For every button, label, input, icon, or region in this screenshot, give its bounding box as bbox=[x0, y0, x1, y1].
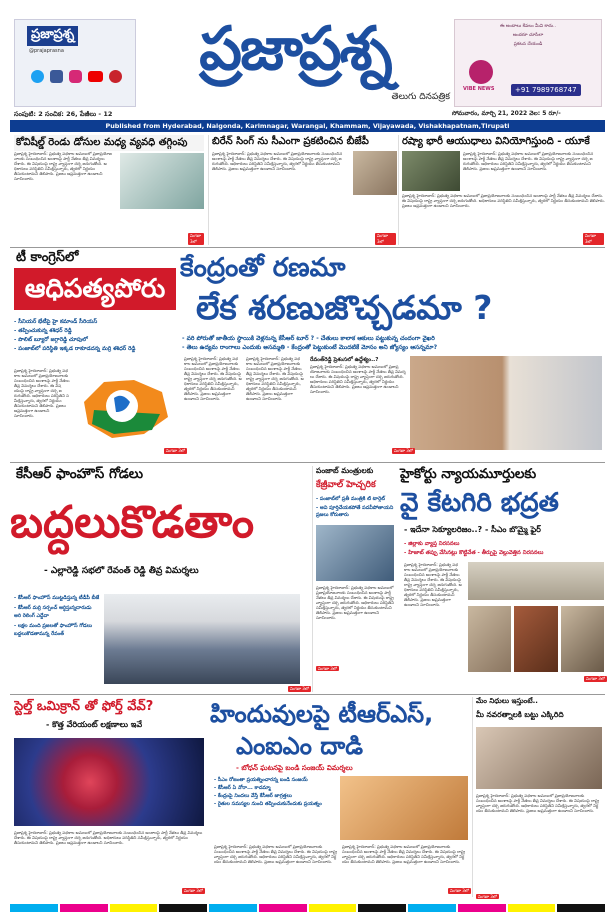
center-text-1: ప్రజాప్రశ్న హైదరాబాద్: ప్రభుత్వ పథకాల అమలులో ప్రజాప్రయోజనాలకు సంబంధించిన అంశాలపై పార్టీ నేతలు తీవ్ర విమర్శలు చేశారు. ఈ విషయంపై రాష్ట్ర వ్యాప్తంగా చర్చ జరుగుతోంది. అధికారులు పరిస్థితిని సమీక్షిస్తున్నారు, త్వరలో నిర్ణయం తీసుకుంటామని తెలిపారు. ప్రజలు అప్రమత్తంగా ఉండాలని సూచించారు. bbox=[184, 356, 242, 401]
leader-photo bbox=[476, 727, 602, 789]
story-headline: రష్యా భారీ ఆయుధాలు వినియోగిస్తుంది - యూకే bbox=[402, 136, 590, 147]
ad-brand: VIBE NEWS bbox=[463, 86, 495, 92]
vibe-logo-icon bbox=[469, 60, 493, 84]
bullet: - కేంద్రంపై నిందలు వేస్తే కేసీఆర్ జాగ్రత్తలు bbox=[214, 793, 292, 799]
bullet: - వరి పోరుతో జాతీయ స్థాయికి వెళ్లనున్న కేసీఆర్ టూర్ ? - చేతులు కాలాక ఆకులు పట్టుకున్న చందంగా వైఖరి bbox=[182, 335, 435, 342]
bullet: - అవి పూర్తిచేయకపోతే పదవీపోతాయని ప్రజలు కోరుతారు bbox=[316, 505, 394, 518]
ad-line-1: ఈ అందాలు కేవలం మీవి కాదు.. bbox=[500, 24, 556, 29]
story-headline: కోవిషీల్డ్ రెండు డోసుల మధ్య వ్యవధి తగ్గింపు bbox=[14, 135, 204, 151]
telangana-map-icon bbox=[74, 372, 174, 442]
bullet: - తప్పించుకున్న శశిధర్ రెడ్డి bbox=[14, 328, 72, 334]
bandi-sanjay-photo bbox=[340, 776, 468, 840]
judges-text: ప్రజాప్రశ్న హైదరాబాద్: ప్రభుత్వ పథకాల అమలులో ప్రజాప్రయోజనాలకు సంబంధించిన అంశాలపై పార్టీ నేతలు తీవ్ర విమర్శలు చేశారు. ఈ విషయంపై రాష్ట్ర వ్యాప్తంగా చర్చ జరుగుతోంది. అధికారులు పరిస్థితిని సమీక్షిస్తున్నారు, త్వరలో నిర్ణయం తీసుకుంటామని తెలిపారు. ప్రజలు అప్రమత్తంగా ఉండాలని సూచించారు. bbox=[404, 562, 462, 607]
more-link[interactable]: మిగతా 3లో bbox=[318, 666, 337, 671]
ad-line-3: ప్రకటన చేయండి bbox=[513, 42, 543, 47]
farmhouse-sub: - ఎల్లారెడ్డి సభలో రేవంత్ రెడ్డి తీవ్ర విమర్శలు bbox=[44, 566, 199, 576]
center-line-1: కేంద్రంతో రణమా bbox=[180, 253, 346, 283]
story-text: ప్రజాప్రశ్న హైదరాబాద్: ప్రభుత్వ పథకాల అమలులో ప్రజాప్రయోజనాలకు సంబంధించిన అంశాలపై పార్టీ నేతలు తీవ్ర విమర్శలు చేశారు. ఈ విషయంపై రాష్ట్ర వ్యాప్తంగా చర్చ జరుగుతోంది. అధికారులు పరిస్థితిని సమీక్షిస్తున్నారు, త్వరలో నిర్ణయం తీసుకుంటామని తెలిపారు. ప్రజలు అప్రమత్తంగా ఉండాలని సూచించారు. bbox=[212, 151, 343, 171]
vaccine-photo bbox=[120, 153, 204, 209]
facebook-icon[interactable] bbox=[50, 70, 63, 83]
story-text-2: ప్రజాప్రశ్న హైదరాబాద్: ప్రభుత్వ పథకాల అమలులో ప్రజాప్రయోజనాలకు సంబంధించిన అంశాలపై పార్టీ నేతలు తీవ్ర విమర్శలు చేశారు. ఈ విషయంపై రాష్ట్ర వ్యాప్తంగా చర్చ జరుగుతోంది. అధికారులు పరిస్థితిని సమీక్షిస్తున్నారు, త్వరలో నిర్ణయం తీసుకుంటామని తెలిపారు. ప్రజలు అప్రమత్తంగా ఉండాలని సూచించారు. bbox=[402, 193, 605, 208]
judges-photos bbox=[468, 606, 604, 672]
bullet: - సీఎం రోజంతా ప్రయత్నించారన్న బండి సంజయ్ bbox=[214, 777, 308, 783]
congress-map-graphic bbox=[74, 372, 174, 442]
punjab-kicker: పంజాబ్ మంత్రులకు bbox=[316, 466, 374, 475]
twitter-icon[interactable] bbox=[31, 70, 44, 83]
judge-photo bbox=[514, 606, 557, 672]
judges-bullets bbox=[404, 540, 604, 558]
story-russia[interactable] bbox=[398, 135, 604, 245]
more-link[interactable]: మిగతా 3లో bbox=[166, 448, 185, 453]
hindus-bullets bbox=[214, 776, 334, 808]
brand-box bbox=[14, 19, 136, 107]
divider bbox=[10, 462, 605, 463]
hindus-line-1: హిందువులపై టీఆర్ఎస్, bbox=[210, 700, 434, 728]
story-headline: బిరేన్ సింగ్ ను సీఎంగా ప్రకటించిన బీజేపీ bbox=[212, 136, 369, 147]
bullet: - కేసీఆర్ ఏ నోరా... కాదమ్మా bbox=[214, 785, 271, 791]
bullet: - కేసీఆర్ ఫాంహౌస్ ముట్టడిస్తున్న టీడీపీ బీజే bbox=[14, 595, 100, 601]
more-link[interactable]: మిగతా 3లో bbox=[290, 686, 309, 691]
hindus-sub: - బోధన్ ఘటనపై బండి సంజయ్ విమర్శలు bbox=[236, 764, 353, 772]
more-link[interactable]: మిగతా 3లో bbox=[478, 894, 497, 899]
judges-kicker: హైకోర్టు న్యాయమూర్తులకు bbox=[400, 466, 537, 482]
punjab-headline: కేజ్రీవాల్ హెచ్చరిక bbox=[316, 480, 376, 490]
rules-kicker: మేం నిధులు ఇస్తుంటే.. bbox=[476, 697, 538, 705]
hindus-text-1: ప్రజాప్రశ్న హైదరాబాద్: ప్రభుత్వ పథకాల అమలులో ప్రజాప్రయోజనాలకు సంబంధించిన అంశాలపై పార్టీ నేతలు తీవ్ర విమర్శలు చేశారు. ఈ విషయంపై రాష్ట్ర వ్యాప్తంగా చర్చ జరుగుతోంది. అధికారులు పరిస్థితిని సమీక్షిస్తున్నారు, త్వరలో నిర్ణయం తీసుకుంటామని తెలిపారు. ప్రజలు అప్రమత్తంగా ఉండాలని సూచించారు. bbox=[214, 844, 338, 864]
biren-singh-photo bbox=[353, 151, 397, 195]
published-bar: Published from Hyderabad, Nalgonda, Karimnagar, Warangal, Khammam, Vijayawada, Vishakhapatnam,Tirupati bbox=[10, 120, 605, 132]
bullet: - తెలు ఉద్యమ రాంగాలు ఎందుకు అసమ్మతి - కేంద్రంతో పెట్టుకుంటే మొదటికే మోసం అని జ్యోస్యం ఆసన్నమా? bbox=[182, 344, 438, 351]
bullet: - హిజాబ్ తప్పు వేసినట్లు కొట్టివేత - తీర్పుపై వెల్లువెత్తిన నిరసనలు bbox=[404, 550, 544, 556]
more-link[interactable]: మిగతా 3లో bbox=[583, 233, 604, 245]
social-icons bbox=[31, 70, 135, 83]
masthead-title: ప్రజాప్రశ్న bbox=[199, 14, 391, 84]
omicron-headline: స్టెల్త్ ఒమిక్రాన్ తో ఫోర్త్ వేవ్? bbox=[14, 699, 154, 714]
ad-contact[interactable]: +91 7989768747 bbox=[511, 84, 581, 96]
farmhouse-kicker: కేసీఆర్ ఫాంహౌస్ గోడలు bbox=[16, 466, 144, 482]
more-link[interactable]: మిగతా 3లో bbox=[394, 448, 413, 453]
judges-sub: - ఇదేనా సెక్యూలరిజం..? - సీఎం బొమ్మై ఫైర్ bbox=[404, 525, 541, 534]
more-link[interactable]: మిగతా 3లో bbox=[375, 233, 396, 245]
modi-kcr-photo bbox=[410, 356, 602, 450]
bullet: - లక్షల మంది ప్రజలతో ఫాంహౌస్ గోడలు బద్దలుకొడతామన్న రేవంత్ bbox=[14, 623, 92, 637]
issue-info: సంపుటి: 2 సంచిక: 26, పేజీలు - 12 bbox=[14, 110, 113, 118]
rules-headline: మీ నవరత్నాలకి బట్టు ఎక్కిరిది bbox=[476, 710, 564, 719]
revanth-rally-photo bbox=[104, 594, 300, 684]
bullet: - సీనియర్ భేటీపై హై కమాండ్ సీరియస్ bbox=[14, 319, 98, 325]
farmhouse-headline: బద్దలుకొడతాం bbox=[10, 497, 255, 548]
pinterest-icon[interactable] bbox=[109, 70, 122, 83]
masthead-tagline: తెలుగు దినపత్రిక bbox=[391, 92, 450, 102]
issue-date: సోమవారం, మార్చి 21, 2022 వెల: 5 రూ/- bbox=[452, 110, 561, 117]
judges-headline: వై కేటగిరి భద్రత bbox=[400, 488, 559, 518]
bullet: - కేసీఆర్ మర్రి సర్పంచ్ ఆర్ధిస్తున్నదారుడు అరి రెలింగ్ ఎద్దేవా bbox=[14, 605, 92, 619]
omicron-text: ప్రజాప్రశ్న హైదరాబాద్: ప్రభుత్వ పథకాల అమలులో ప్రజాప్రయోజనాలకు సంబంధించిన అంశాలపై పార్టీ నేతలు తీవ్ర విమర్శలు చేశారు. ఈ విషయంపై రాష్ట్ర వ్యాప్తంగా చర్చ జరుగుతోంది. అధికారులు పరిస్థితిని సమీక్షిస్తున్నారు, త్వరలో నిర్ణయం తీసుకుంటామని తెలిపారు. ప్రజలు అప్రమత్తంగా ఉండాలని సూచించారు. bbox=[14, 830, 203, 845]
punjab-text: ప్రజాప్రశ్న హైదరాబాద్: ప్రభుత్వ పథకాల అమలులో ప్రజాప్రయోజనాలకు సంబంధించిన అంశాలపై పార్టీ నేతలు తీవ్ర విమర్శలు చేశారు. ఈ విషయంపై రాష్ట్ర వ్యాప్తంగా చర్చ జరుగుతోంది. అధికారులు పరిస్థితిని సమీక్షిస్తున్నారు, త్వరలో నిర్ణయం తీసుకుంటామని తెలిపారు. ప్రజలు అప్రమత్తంగా ఉండాలని సూచించారు. bbox=[316, 585, 394, 620]
registration-marks bbox=[10, 904, 605, 912]
center-bullets bbox=[182, 334, 602, 352]
brand-handle: @prajaprasna bbox=[29, 48, 64, 54]
judge-photo bbox=[561, 606, 604, 672]
bullet: - పంజాబ్‌లో పరిస్థితి ఇక్కడ రాకూడదన్న మర్రి శశిధర్ రెడ్డి bbox=[14, 346, 136, 352]
punjab-section bbox=[312, 466, 394, 692]
hindus-line-2: ఎంఐఎం దాడి bbox=[236, 732, 363, 760]
instagram-icon[interactable] bbox=[69, 70, 82, 83]
more-link[interactable]: మిగతా 3లో bbox=[586, 676, 605, 681]
center-subhead: రేవంత్‌రెడ్డి ప్రెశంసలో ఉద్దేశ్యం..? bbox=[310, 357, 379, 363]
bullet: - పంజాబ్‌లో ప్రతీ మంత్రికి టి టార్గెట్ bbox=[316, 496, 385, 502]
story-text: ప్రజాప్రశ్న హైదరాబాద్: ప్రభుత్వ పథకాల అమలులో ప్రజాప్రయోజనాలకు సంబంధించిన అంశాలపై పార్టీ నేతలు తీవ్ర విమర్శలు చేశారు. ఈ విషయంపై రాష్ట్ర వ్యాప్తంగా చర్చ జరుగుతోంది. అధికారులు పరిస్థితిని సమీక్షిస్తున్నారు, త్వరలో నిర్ణయం తీసుకుంటామని తెలిపారు. ప్రజలు అప్రమత్తంగా ఉండాలని సూచించారు. bbox=[463, 151, 594, 171]
brand-small-logo: ప్రజాప్రశ్న bbox=[27, 26, 78, 46]
story-covishield[interactable] bbox=[14, 135, 204, 245]
hindus-text-2: ప్రజాప్రశ్న హైదరాబాద్: ప్రభుత్వ పథకాల అమలులో ప్రజాప్రయోజనాలకు సంబంధించిన అంశాలపై పార్టీ నేతలు తీవ్ర విమర్శలు చేశారు. ఈ విషయంపై రాష్ట్ర వ్యాప్తంగా చర్చ జరుగుతోంది. అధికారులు పరిస్థితిని సమీక్షిస్తున్నారు, త్వరలో నిర్ణయం తీసుకుంటామని తెలిపారు. ప్రజలు అప్రమత్తంగా ఉండాలని సూచించారు. bbox=[342, 844, 466, 864]
center-text-3: ప్రజాప్రశ్న హైదరాబాద్: ప్రభుత్వ పథకాల అమలులో ప్రజాప్రయోజనాలకు సంబంధించిన అంశాలపై పార్టీ నేతలు తీవ్ర విమర్శలు చేశారు. ఈ విషయంపై రాష్ట్ర వ్యాప్తంగా చర్చ జరుగుతోంది. అధికారులు పరిస్థితిని సమీక్షిస్తున్నారు, త్వరలో నిర్ణయం తీసుకుంటామని తెలిపారు. ప్రజలు అప్రమత్తంగా ఉండాలని సూచించారు. bbox=[310, 364, 406, 394]
more-link[interactable]: మిగతా 3లో bbox=[188, 233, 204, 245]
bullet: - పొలిట్ బ్యూరో జగ్గారెడ్డి చూపులో bbox=[14, 337, 88, 343]
story-biren-singh[interactable] bbox=[208, 135, 396, 245]
more-link[interactable]: మిగతా 3లో bbox=[184, 888, 203, 893]
high-court-photo bbox=[468, 562, 604, 600]
kejriwal-photo bbox=[316, 525, 394, 581]
farmhouse-bullets bbox=[14, 594, 100, 638]
more-link[interactable]: మిగతా 3లో bbox=[450, 888, 469, 893]
bullet: - రైతుల సమస్యల నుంచి తప్పించుకునేందుకు ప్రయత్నం bbox=[214, 801, 322, 807]
congress-text: ప్రజాప్రశ్న హైదరాబాద్: ప్రభుత్వ పథకాల అమలులో ప్రజాప్రయోజనాలకు సంబంధించిన అంశాలపై పార్టీ నేతలు తీవ్ర విమర్శలు చేశారు. ఈ విషయంపై రాష్ట్ర వ్యాప్తంగా చర్చ జరుగుతోంది. అధికారులు పరిస్థితిని సమీక్షిస్తున్నారు, త్వరలో నిర్ణయం తీసుకుంటామని తెలిపారు. ప్రజలు అప్రమత్తంగా ఉండాలని సూచించారు. bbox=[14, 368, 70, 418]
congress-kicker: టీ కాంగ్రెస్‌లో bbox=[16, 250, 79, 265]
ad-line-2: అందరూ చూసేలా bbox=[512, 33, 544, 38]
story-text: ప్రజాప్రశ్న హైదరాబాద్: ప్రభుత్వ పథకాల అమలులో ప్రజాప్రయోజనాలకు సంబంధించిన అంశాలపై పార్టీ నేతలు తీవ్ర విమర్శలు చేశారు. ఈ విషయంపై రాష్ట్ర వ్యాప్తంగా చర్చ జరుగుతోంది. అధికారులు పరిస్థితిని సమీక్షిస్తున్నారు, త్వరలో నిర్ణయం తీసుకుంటామని తెలిపారు. ప్రజలు అప్రమత్తంగా ఉండాలని సూచించారు. bbox=[14, 151, 112, 181]
divider bbox=[10, 694, 605, 695]
russia-photo bbox=[402, 151, 460, 191]
rules-section bbox=[472, 697, 604, 897]
congress-bullets bbox=[14, 318, 184, 354]
congress-headline: ఆధిపత్యపోరు bbox=[14, 268, 176, 310]
header-ad[interactable] bbox=[454, 19, 602, 107]
bullet: - జిల్లాకు వ్యాప్త నిరసనలు bbox=[404, 541, 460, 547]
rules-text: ప్రజాప్రశ్న హైదరాబాద్: ప్రభుత్వ పథకాల అమలులో ప్రజాప్రయోజనాలకు సంబంధించిన అంశాలపై పార్టీ నేతలు తీవ్ర విమర్శలు చేశారు. ఈ విషయంపై రాష్ట్ర వ్యాప్తంగా చర్చ జరుగుతోంది. అధికారులు పరిస్థితిని సమీక్షిస్తున్నారు, త్వరలో నిర్ణయం తీసుకుంటామని తెలిపారు. ప్రజలు అప్రమత్తంగా ఉండాలని సూచించారు. bbox=[476, 793, 600, 813]
omicron-sub: - కొత్త వేరియంట్ లక్షణాలు ఇవే bbox=[46, 720, 143, 729]
virus-photo bbox=[14, 738, 204, 826]
center-text-2: ప్రజాప్రశ్న హైదరాబాద్: ప్రభుత్వ పథకాల అమలులో ప్రజాప్రయోజనాలకు సంబంధించిన అంశాలపై పార్టీ నేతలు తీవ్ర విమర్శలు చేశారు. ఈ విషయంపై రాష్ట్ర వ్యాప్తంగా చర్చ జరుగుతోంది. అధికారులు పరిస్థితిని సమీక్షిస్తున్నారు, త్వరలో నిర్ణయం తీసుకుంటామని తెలిపారు. ప్రజలు అప్రమత్తంగా ఉండాలని సూచించారు. bbox=[246, 356, 304, 401]
youtube-icon[interactable] bbox=[88, 71, 103, 82]
judge-photo bbox=[468, 606, 511, 672]
divider bbox=[10, 247, 605, 248]
center-line-2: లేక శరణుజొచ్చడమా ? bbox=[196, 288, 493, 327]
